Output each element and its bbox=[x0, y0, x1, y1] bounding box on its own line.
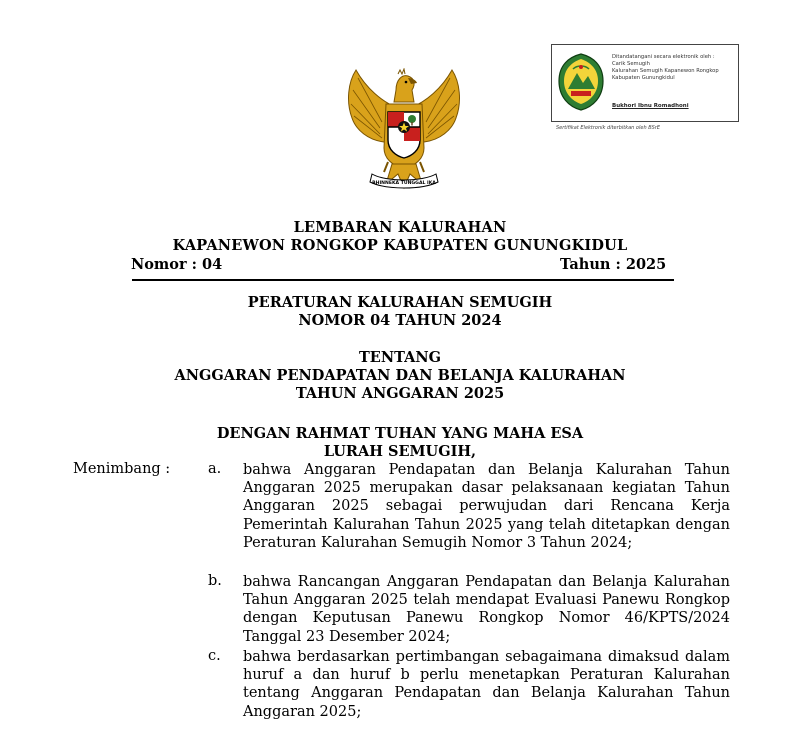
regulation-subject-1: ANGGARAN PENDAPATAN DAN BELANJA KALURAHAN bbox=[174, 367, 626, 384]
preamble-line-1: DENGAN RAHMAT TUHAN YANG MAHA ESA bbox=[216, 425, 584, 442]
certificate-note: Sertifikat Elektronik diterbitkan oleh BSrE bbox=[556, 125, 661, 131]
item-text: bahwa berdasarkan pertimbangan sebagaimana dimaksud dalam huruf a dan huruf b perlu menetapkan Peraturan Kalurahan tentang Anggaran Pendapatan dan Belanja Kalurahan Tahun Anggaran 2025; bbox=[243, 649, 730, 720]
gunungkidul-logo-icon bbox=[557, 53, 605, 111]
regulation-subject-2: TAHUN ANGGARAN 2025 bbox=[295, 385, 505, 402]
document-number: Nomor : 04 bbox=[131, 256, 223, 273]
signature-line: Carik Semugih bbox=[612, 61, 650, 67]
item-marker: a. bbox=[208, 461, 222, 477]
item-text: bahwa Rancangan Anggaran Pendapatan dan Belanja Kalurahan Tahun Anggaran 2025 telah mendapat Evaluasi Panewu Rongkop dengan Keputusan Panewu Rongkop Nomor 46/KPTS/2024 Tanggal 23 Desember 2024; bbox=[243, 574, 730, 645]
tentang-heading: TENTANG bbox=[359, 349, 441, 366]
signature-description bbox=[612, 54, 736, 82]
signature-line: Kalurahan Semugih Kapanewon Rongkop bbox=[612, 68, 719, 74]
regulation-title: PERATURAN KALURAHAN SEMUGIH bbox=[247, 294, 553, 311]
motto-text: BHINNEKA TUNGGAL IKA bbox=[372, 181, 436, 186]
menimbang-label: Menimbang : bbox=[73, 461, 171, 477]
signer-name: Bukhori Ibnu Romadhoni bbox=[612, 103, 689, 109]
header-line-2: KAPANEWON RONGKOP KABUPATEN GUNUNGKIDUL bbox=[172, 237, 628, 254]
item-marker: c. bbox=[208, 648, 221, 664]
item-marker: b. bbox=[208, 573, 222, 589]
signature-line: Kabupaten Gunungkidul bbox=[612, 75, 675, 81]
preamble-line-2: LURAH SEMUGIH, bbox=[323, 443, 477, 460]
electronic-signature-box bbox=[551, 44, 739, 122]
garuda-emblem bbox=[342, 68, 466, 196]
regulation-number: NOMOR 04 TAHUN 2024 bbox=[298, 312, 502, 329]
header-line-1: LEMBARAN KALURAHAN bbox=[293, 219, 507, 236]
item-text: bahwa Anggaran Pendapatan dan Belanja Kalurahan Tahun Anggaran 2025 merupakan dasar pelaksanaan kegiatan Tahun Anggaran 2025 sebagai perwujudan dari Rencana Kerja Pemerintah Kalurahan Tahun 2025 yang telah ditetapkan dengan Peraturan Kalurahan Semugih Nomor 3 Tahun 2024; bbox=[243, 462, 730, 551]
signature-line: Ditandatangani secara elektronik oleh : bbox=[612, 54, 715, 60]
document-year: Tahun : 2025 bbox=[560, 256, 667, 273]
header-divider bbox=[132, 279, 674, 281]
